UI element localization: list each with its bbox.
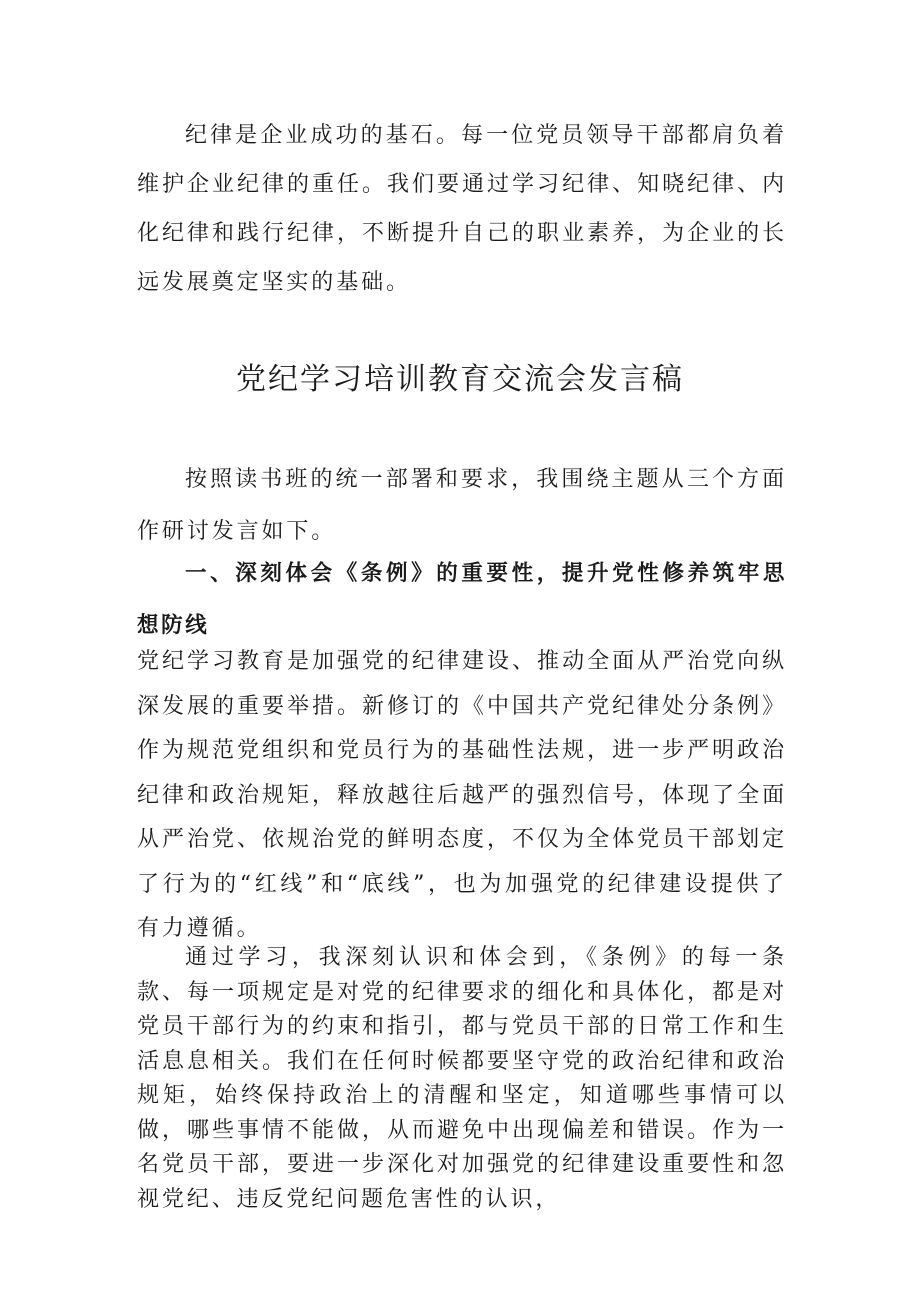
document-title: 党纪学习培训教育交流会发言稿 (236, 362, 684, 397)
opening-paragraph: 按照读书班的统一部署和要求，我围绕主题从三个方面作研讨发言如下。 (137, 467, 787, 544)
body-paragraph: 党纪学习教育是加强党的纪律建设、推动全面从严治党向纵深发展的重要举措。新修订的《中国共产党纪律处分条例》作为规范党组织和党员行为的基础性法规，进一步严明政治纪律和政治规矩，释放越往后越严的强烈信号，体现了全面从严治党、依规治党的鲜明态度，不仅为全体党员干部划定了行为的“红线”和“底线”，也为加强党的纪律建设提供了有力遵循。 (137, 649, 787, 941)
body-paragraph: 通过学习，我深刻认识和体会到，《条例》的每一条款、每一项规定是对党的纪律要求的细化和具体化，都是对党员干部行为的约束和指引，都与党员干部的日常工作和生活息息相关。我们在任何时候都要坚守党的政治纪律和政治规矩，始终保持政治上的清醒和坚定，知道哪些事情可以做，哪些事情不能做，从而避免中出现偏差和错误。作为一名党员干部，要进一步深化对加强党的纪律建设重要性和忽视党纪、违反党纪问题危害性的认识， (137, 945, 787, 1212)
intro-paragraph: 纪律是企业成功的基石。每一位党员领导干部都肩负着维护企业纪律的重任。我们要通过学习纪律、知晓纪律、内化纪律和践行纪律，不断提升自己的职业素养，为企业的长远发展奠定坚实的基础。 (137, 123, 787, 295)
section-heading: 一、深刻体会《条例》的重要性，提升党性修养筑牢思想防线 (137, 561, 787, 638)
